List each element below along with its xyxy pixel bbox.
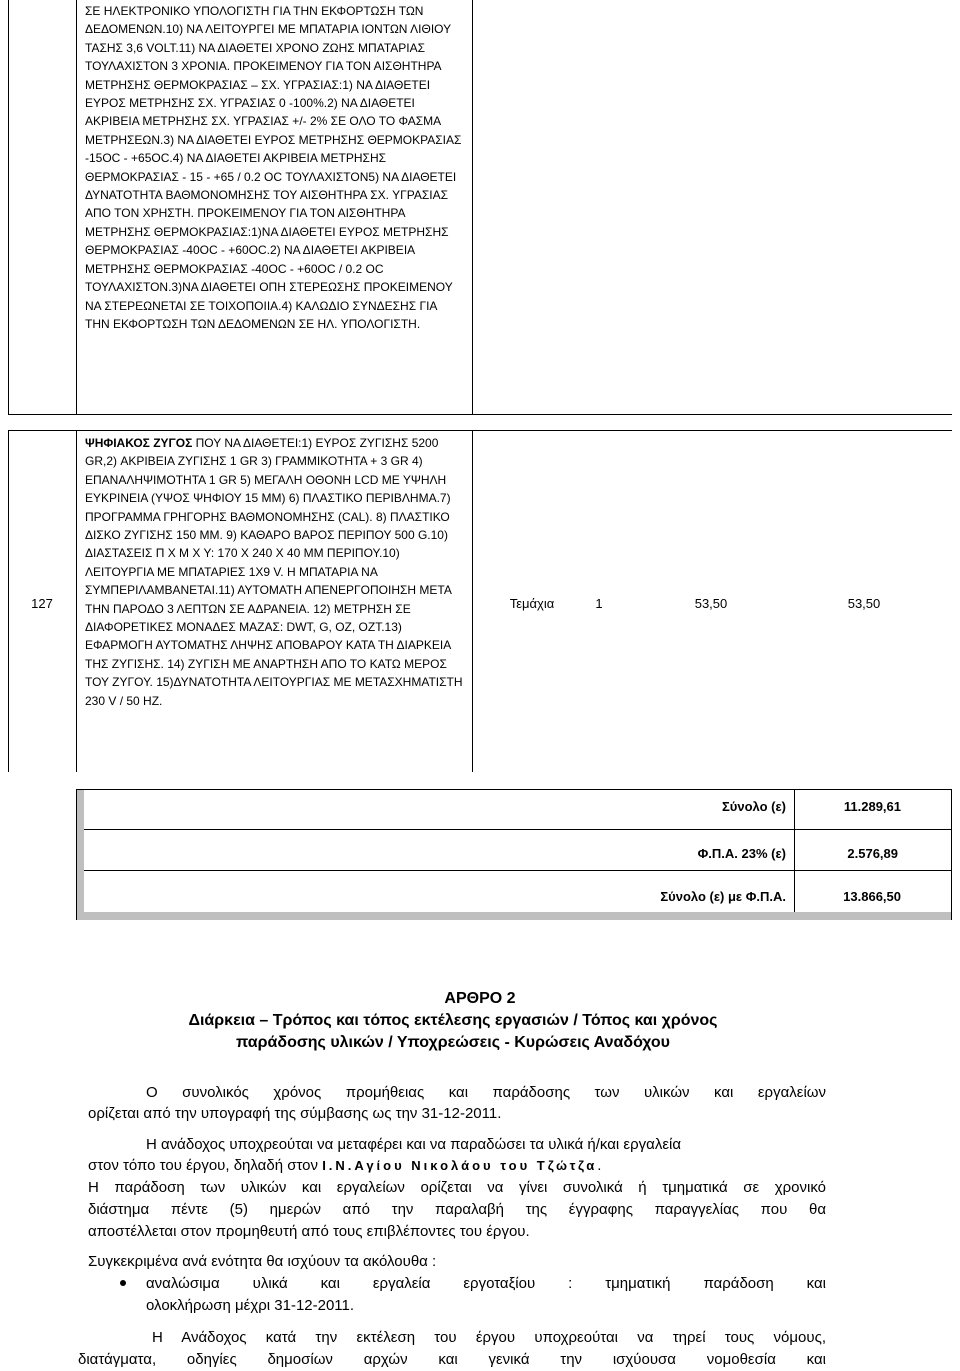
table-border-left bbox=[8, 0, 9, 414]
paragraph-2-line2-end: . bbox=[597, 1157, 602, 1174]
subtotal-label: Σύνολο (ε) bbox=[722, 799, 786, 814]
item-unit-price: 53,50 bbox=[694, 596, 728, 611]
totals-divider bbox=[794, 789, 795, 912]
totals-gray-left bbox=[76, 790, 84, 920]
totals-right-border bbox=[951, 789, 952, 920]
article-heading: ΑΡΘΡΟ 2 bbox=[444, 990, 516, 1007]
item-title: ΨΗΦΙΑΚΟΣ ΖΥΓΟΣ bbox=[85, 436, 193, 450]
paragraph-4: Συγκεκριμένα ανά ενότητα θα ισχύουν τα ακόλουθα : bbox=[88, 1253, 437, 1270]
row127-border-desc-right bbox=[472, 430, 473, 772]
paragraph-3-line3: αποστέλλεται στον προμηθευτή από τους επιβλέποντες του έργου. bbox=[88, 1223, 530, 1240]
bullet-dot bbox=[120, 1280, 126, 1286]
totals-left-border bbox=[76, 789, 77, 920]
article-subtitle-line1: Διάρκεια – Τρόπος και τόπος εκτέλεσης εργασιών / Τόπος και χρόνος bbox=[188, 1012, 718, 1029]
totals-mid-border-2 bbox=[84, 870, 952, 871]
totals-gray-bottom bbox=[76, 912, 952, 920]
paragraph-2-line2 bbox=[88, 1155, 828, 1177]
table-row-divider bbox=[8, 414, 952, 415]
row127-border-desc-left bbox=[76, 430, 77, 772]
item-total: 53,50 bbox=[847, 596, 881, 611]
article-subtitle-line2: παράδοσης υλικών / Υποχρεώσεις - Κυρώσεις Αναδόχου bbox=[235, 1034, 670, 1051]
paragraph-5-line2: διατάγματα, οδηγίες δημοσίων αρχών και γενικά την ισχύουσα νομοθεσία και bbox=[78, 1351, 826, 1368]
item-unit: Τεμάχια bbox=[509, 596, 555, 611]
grand-total-value: 13.866,50 bbox=[843, 889, 901, 904]
item-quantity: 1 bbox=[595, 596, 603, 611]
totals-top-border bbox=[76, 789, 952, 790]
delivery-place: Ι.Ν.Αγίου Νικολάου του Τζώτζα bbox=[322, 1158, 598, 1173]
paragraph-1-line2: ορίζεται από την υπογραφή της σύμβασης ως την 31-12-2011. bbox=[88, 1105, 502, 1122]
vat-value: 2.576,89 bbox=[847, 846, 898, 861]
paragraph-5-line1: Η Ανάδοχος κατά την εκτέλεση του έργου υποχρεούται να τηρεί τους νόμους, bbox=[152, 1329, 826, 1346]
paragraph-2-line2-text: στον τόπο του έργου, δηλαδή στον bbox=[88, 1157, 323, 1174]
item-description-continued: ΣΕ ΗΛΕΚΤΡΟΝΙΚΟ ΥΠΟΛΟΓΙΣΤΗ ΓΙΑ ΤΗΝ ΕΚΦΟΡΤΩΣΗ ΤΩΝ ΔΕΔΟΜΕΝΩΝ.10) ΝΑ ΛΕΙΤΟΥΡΓΕΙ ΜΕ ΜΠΑΤΑΡΙΑ ΙΟΝΤΩΝ ΛΙΘΙΟΥ ΤΑΣΗΣ 3,6 VOLT.11) ΝΑ ΔΙΑΘΕΤΕΙ ΧΡΟΝΟ ΖΩΗΣ ΜΠΑΤΑΡΙΑΣ ΤΟΥΛΑΧΙΣΤΟΝ 3 ΧΡΟΝΙΑ. ΠΡΟΚΕΙΜΕΝΟΥ ΓΙΑ ΤΟΝ ΑΙΣΘΗΤΗΡΑ ΜΕΤΡΗΣΗΣ ΘΕΡΜΟΚΡΑΣΙΑΣ – ΣΧ. ΥΓΡΑΣΙΑΣ:1) ΝΑ ΔΙΑΘΕΤΕΙ ΕΥΡΟΣ ΜΕΤΡΗΣΗΣ ΣΧ. ΥΓΡΑΣΙΑΣ 0 -100%.2) ΝΑ ΔΙΑΘΕΤΕΙ ΑΚΡΙΒΕΙΑ ΜΕΤΡΗΣΗΣ ΣΧ. ΥΓΡΑΣΙΑΣ +/- 2% ΣΕ ΟΛΟ ΤΟ ΦΑΣΜΑ ΜΕΤΡΗΣΕΩΝ.3) ΝΑ ΔΙΑΘΕΤΕΙ ΕΥΡΟΣ ΜΕΤΡΗΣΗΣ ΘΕΡΜΟΚΡΑΣΙΑΣ -15ΟC - +65ΟC.4) ΝΑ ΔΙΑΘΕΤΕΙ ΑΚΡΙΒΕΙΑ ΜΕΤΡΗΣΗΣ ΘΕΡΜΟΚΡΑΣΙΑΣ - 15 - +65 / 0.2 ΟC ΤΟΥΛΑΧΙΣΤΟΝ5) ΝΑ ΔΙΑΘΕΤΕΙ ΔΥΝΑΤΟΤΗΤΑ ΒΑΘΜΟΝΟΜΗΣΗΣ ΤΟΥ ΑΙΣΘΗΤΗΡΑ ΣΧ. ΥΓΡΑΣΙΑΣ ΑΠΟ ΤΟΝ ΧΡΗΣΤΗ. ΠΡΟΚΕΙΜΕΝΟΥ ΓΙΑ ΤΟΝ ΑΙΣΘΗΤΗΡΑ ΜΕΤΡΗΣΗΣ ΘΕΡΜΟΚΡΑΣΙΑΣ:1)ΝΑ ΔΙΑΘΕΤΕΙ ΕΥΡΟΣ ΜΕΤΡΗΣΗΣ ΘΕΡΜΟΚΡΑΣΙΑΣ -40ΟC - +60ΟC.2) ΝΑ ΔΙΑΘΕΤΕΙ ΑΚΡΙΒΕΙΑ ΜΕΤΡΗΣΗΣ ΘΕΡΜΟΚΡΑΣΙΑΣ -40ΟC - +60ΟC / 0.2 ΟC ΤΟΥΛΑΧΙΣΤΟΝ.3)ΝΑ ΔΙΑΘΕΤΕΙ ΟΠΗ ΣΤΕΡΕΩΣΗΣ ΠΡΟΚΕΙΜΕΝΟΥ ΝΑ ΣΤΕΡΕΩΝΕΤΑΙ ΣΕ ΤΟΙΧΟΠΟΙΙΑ.4) ΚΑΛΩΔΙΟ ΣΥΝΔΕΣΗΣ ΓΙΑ ΤΗΝ ΕΚΦΟΡΤΩΣΗ ΤΩΝ ΔΕΔΟΜΕΝΩΝ ΣΕ ΗΛ. ΥΠΟΛΟΓΙΣΤΗ. bbox=[85, 4, 462, 331]
paragraph-3-line2: διάστημα πέντε (5) ημερών από την παραλαβή της έγγραφης παραγγελίας που θα bbox=[88, 1201, 826, 1218]
table-border-col-desc-left bbox=[76, 0, 77, 414]
subtotal-value: 11.289,61 bbox=[843, 799, 901, 814]
vat-label: Φ.Π.Α. 23% (ε) bbox=[697, 846, 786, 861]
paragraph-1-line1: Ο συνολικός χρόνος προμήθειας και παράδοσης των υλικών και εργαλείων bbox=[146, 1084, 826, 1101]
item-description-text: ΠΟΥ ΝΑ ΔΙΑΘΕΤΕΙ:1) ΕΥΡΟΣ ΖΥΓΙΣΗΣ 5200 GR,2) ΑΚΡΙΒΕΙΑ ΖΥΓΙΣΗΣ 1 GR 3) ΓΡΑΜΜΙΚΟΤΗΤΑ + 3 GR 4) ΕΠΑΝΑΛΗΨΙΜΟΤΗΤΑ 1 GR 5) ΜΕΓΑΛΗ ΟΘΟΝΗ LCD ΜΕ ΥΨΗΛΗ ΕΥΚΡΙΝΕΙΑ (ΥΨΟΣ ΨΗΦΙΟΥ 15 MM) 6) ΠΛΑΣΤΙΚΟ ΠΕΡΙΒΛΗΜΑ.7) ΠΡΟΓΡΑΜΜΑ ΓΡΗΓΟΡΗΣ ΒΑΘΜΟΝΟΜΗΣΗΣ (CAL). 8) ΠΛΑΣΤΙΚΟ ΔΙΣΚΟ ΖΥΓΙΣΗΣ 150 MM. 9) ΚΑΘΑΡΟ ΒΑΡΟΣ ΠΕΡΙΠΟΥ 500 G.10) ΔΙΑΣΤΑΣΕΙΣ Π Χ Μ Χ Υ: 170 Χ 240 Χ 40 MM ΠΕΡΙΠΟΥ.10) ΛΕΙΤΟΥΡΓΙΑ ΜΕ ΜΠΑΤΑΡΙΕΣ 1Χ9 V. Η ΜΠΑΤΑΡΙΑ ΝΑ ΣΥΜΠΕΡΙΛΑΜΒΑΝΕΤΑΙ.11) ΑΥΤΟΜΑΤΗ ΑΠΕΝΕΡΓΟΠΟΙΗΣΗ ΜΕΤΑ ΤΗΝ ΠΑΡΟΔΟ 3 ΛΕΠΤΩΝ ΣΕ ΑΔΡΑΝΕΙΑ. 12) ΜΕΤΡΗΣΗ ΣΕ ΔΙΑΦΟΡΕΤΙΚΕΣ ΜΟΝΑΔΕΣ ΜΑΖΑΣ: DWT, G, OZ, OZT.13) ΕΦΑΡΜΟΓΗ ΑΥΤΟΜΑΤΗΣ ΛΗΨΗΣ ΑΠΟΒΑΡΟΥ ΚΑΤΑ ΤΗ ΔΙΑΡΚΕΙΑ ΤΗΣ ΖΥΓΙΣΗΣ. 14) ΖΥΓΙΣΗ ΜΕ ΑΝΑΡΤΗΣΗ ΑΠΟ ΤΟ ΚΑΤΩ ΜΕΡΟΣ ΤΟΥ ΖΥΓΟΥ. 15)ΔΥΝΑΤΟΤΗΤΑ ΛΕΙΤΟΥΡΓΙΑΣ ΜΕ ΜΕΤΑΣΧΗΜΑΤΙΣΤΗ 230 V / 50 HZ. bbox=[85, 436, 463, 708]
row127-top-border bbox=[8, 430, 952, 431]
bullet-line1: αναλώσιμα υλικά και εργαλεία εργοταξίου : τμηματική παράδοση και bbox=[146, 1275, 826, 1292]
item-description bbox=[85, 434, 463, 710]
totals-mid-border-1 bbox=[84, 829, 952, 830]
bullet-line2: ολοκλήρωση μέχρι 31-12-2011. bbox=[146, 1297, 355, 1314]
paragraph-3-line1: Η παράδοση των υλικών και εργαλείων ορίζεται να γίνει συνολικά ή τμηματικά σε χρονικό bbox=[88, 1179, 826, 1196]
paragraph-2-line1: Η ανάδοχος υποχρεούται να μεταφέρει και να παραδώσει τα υλικά ή/και εργαλεία bbox=[146, 1136, 682, 1153]
item-number: 127 bbox=[31, 596, 53, 611]
grand-total-label: Σύνολο (ε) με Φ.Π.Α. bbox=[660, 889, 786, 904]
table-border-col-desc-right bbox=[472, 0, 473, 414]
